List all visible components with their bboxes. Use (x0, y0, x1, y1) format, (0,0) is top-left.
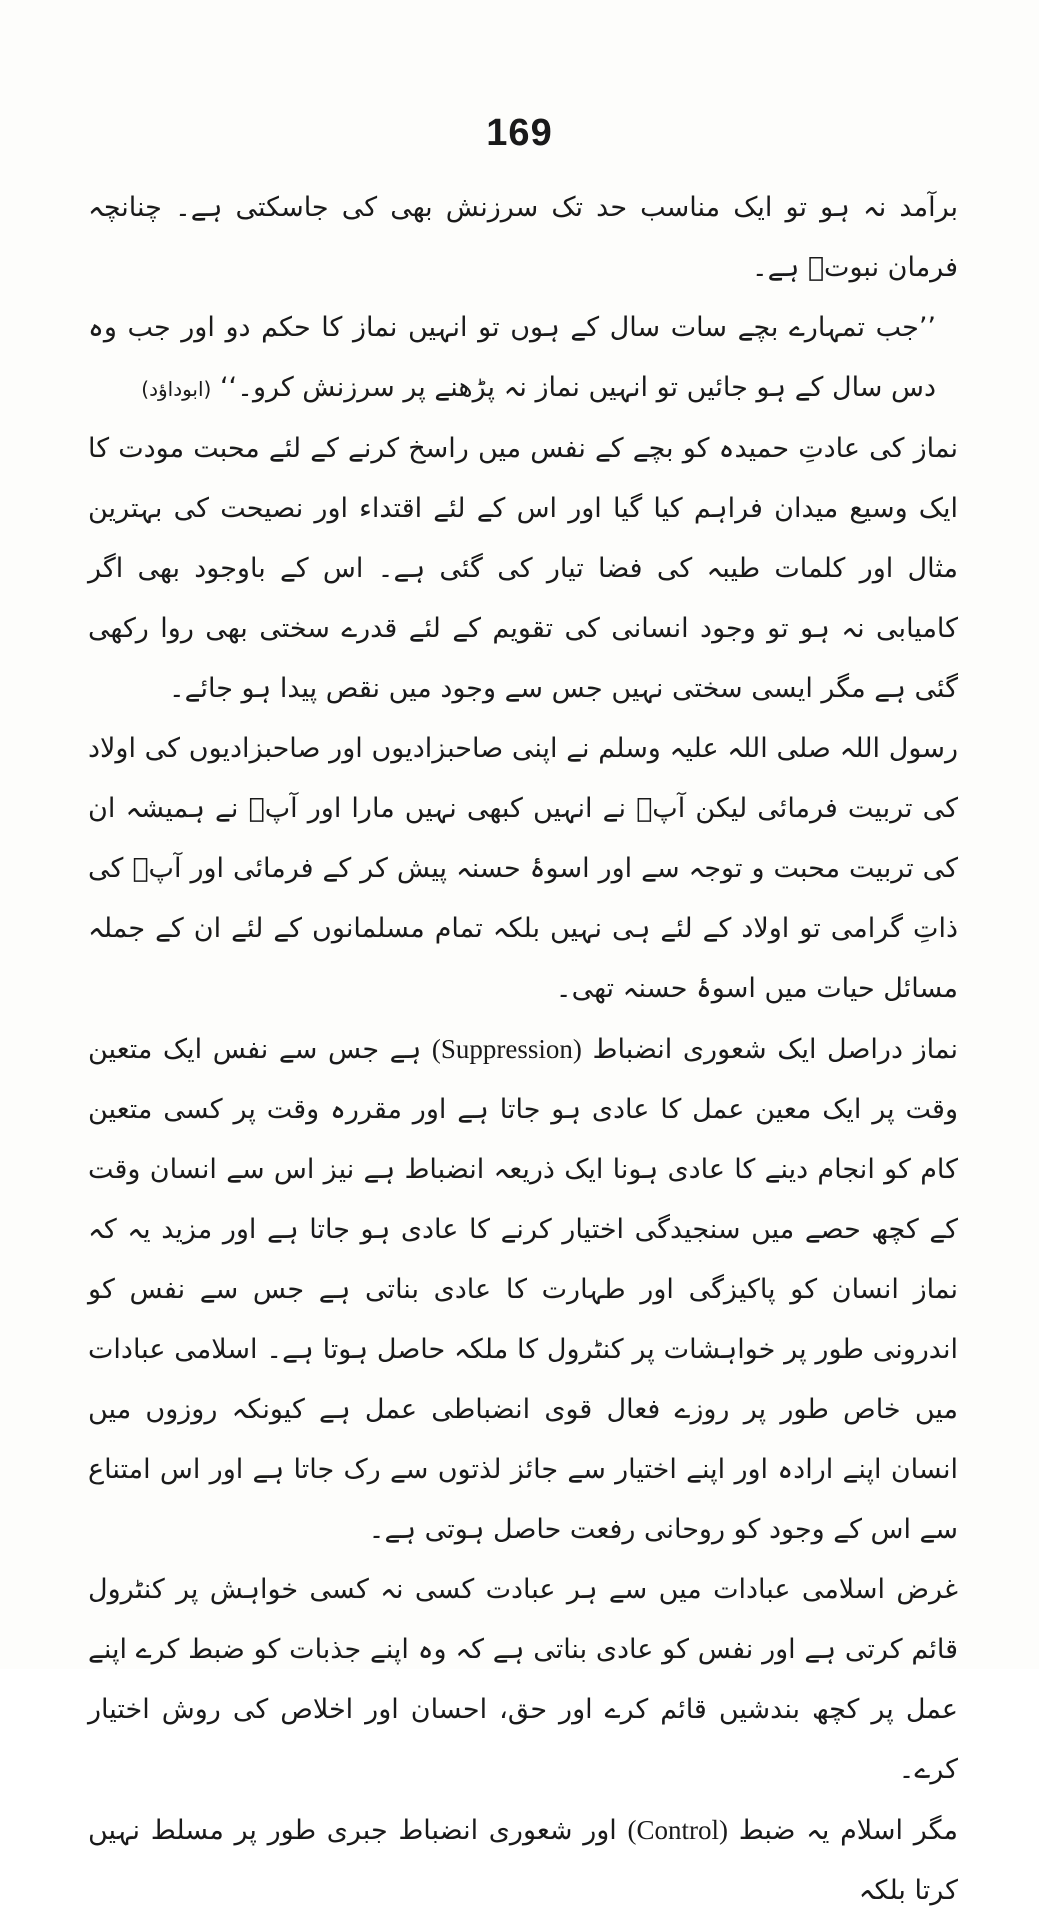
hadith-quote (88, 298, 958, 419)
paragraph-5 (88, 1019, 958, 1560)
paragraph-4-text: رسول اللہ صلی اللہ علیہ وسلم نے اپنی صاحبزادیوں اور صاحبزادیوں کی اولاد کی تربیت فرمائی لیکن آپؐ نے انہیں کبھی نہیں مارا اور آپؐ نے ہمیشہ ان کی تربیت محبت و توجہ سے اور اسوۂ حسنہ پیش کر کے فرمائی اور آپؐ کی ذاتِ گرامی تو اولاد کے لئے ہی نہیں بلکہ تمام مسلمانوں کے لئے ان کے جملہ مسائل حیات میں اسوۂ حسنہ تھی۔ (88, 733, 958, 1004)
paragraph-1 (88, 178, 958, 298)
body-text (88, 178, 958, 1921)
hadith-quote-text: ’’جب تمہارے بچے سات سال کے ہوں تو انہیں نماز کا حکم دو اور جب وہ دس سال کے ہو جائیں تو انہیں نماز نہ پڑھنے پر سرزنش کرو۔‘‘ (88, 312, 936, 403)
english-term-control: (Control) (627, 1815, 728, 1845)
paragraph-3 (88, 419, 958, 719)
paragraph-6-text: غرض اسلامی عبادات میں سے ہر عبادت کسی نہ کسی خواہش پر کنٹرول قائم کرتی ہے اور نفس کو عادی بناتی ہے کہ وہ اپنے جذبات کو ضبط کرے اپنے عمل پر کچھ بندشیں قائم کرے اور حق، احسان اور اخلاص کی روش اختیار کرے۔ (88, 1574, 958, 1785)
paragraph-7-text-before: مگر اسلام یہ ضبط (738, 1815, 958, 1846)
english-term-suppression: (Suppression) (431, 1034, 582, 1064)
paragraph-6 (88, 1560, 958, 1800)
paragraph-5-text-after: ہے جس سے نفس ایک متعین وقت پر ایک معین عمل کا عادی ہو جاتا ہے اور مقررہ وقت پر کسی متعین کام کو انجام دینے کا عادی ہونا ایک ذریعہ انضباط ہے نیز اس سے انسان وقت کے کچھ حصے میں سنجیدگی اختیار کرنے کا عادی ہو جاتا ہے اور مزید یہ کہ نماز انسان کو پاکیزگی اور طہارت کا عادی بناتی ہے جس سے نفس کو اندرونی طور پر خواہشات پر کنٹرول کا ملکہ حاصل ہوتا ہے۔ اسلامی عبادات میں خاص طور پر روزے فعال قوی انضباطی عمل ہے کیونکہ روزوں میں انسان اپنے ارادہ اور اپنے اختیار سے جائز لذتوں سے رک جاتا ہے اور اس امتناع سے اس کے وجود کو روحانی رفعت حاصل ہوتی ہے۔ (88, 1034, 958, 1545)
paragraph-1-text: برآمد نہ ہو تو ایک مناسب حد تک سرزنش بھی کی جاسکتی ہے۔ چنانچہ فرمان نبوتؐ ہے۔ (88, 192, 958, 283)
paragraph-7 (88, 1800, 958, 1921)
paragraph-3-text: نماز کی عادتِ حمیدہ کو بچے کے نفس میں راسخ کرنے کے لئے محبت مودت کا ایک وسیع میدان فراہم کیا گیا اور اس کے لئے اقتداء اور نصیحت کی بہترین مثال اور کلمات طیبہ کی فضا تیار کی گئی ہے۔ اس کے باوجود بھی اگر کامیابی نہ ہو تو وجود انسانی کی تقویم کے لئے قدرے سختی بھی روا رکھی گئی ہے مگر ایسی سختی نہیں جس سے وجود میں نقص پیدا ہو جائے۔ (88, 433, 958, 704)
hadith-citation: (ابوداؤد) (141, 377, 212, 401)
paragraph-4 (88, 719, 958, 1019)
paragraph-7-text-after: اور شعوری انضباط جبری طور پر مسلط نہیں کرتا بلکہ (88, 1815, 958, 1906)
page-number: 169 (486, 112, 553, 154)
paragraph-5-text-before: نماز دراصل ایک شعوری انضباط (592, 1034, 958, 1065)
